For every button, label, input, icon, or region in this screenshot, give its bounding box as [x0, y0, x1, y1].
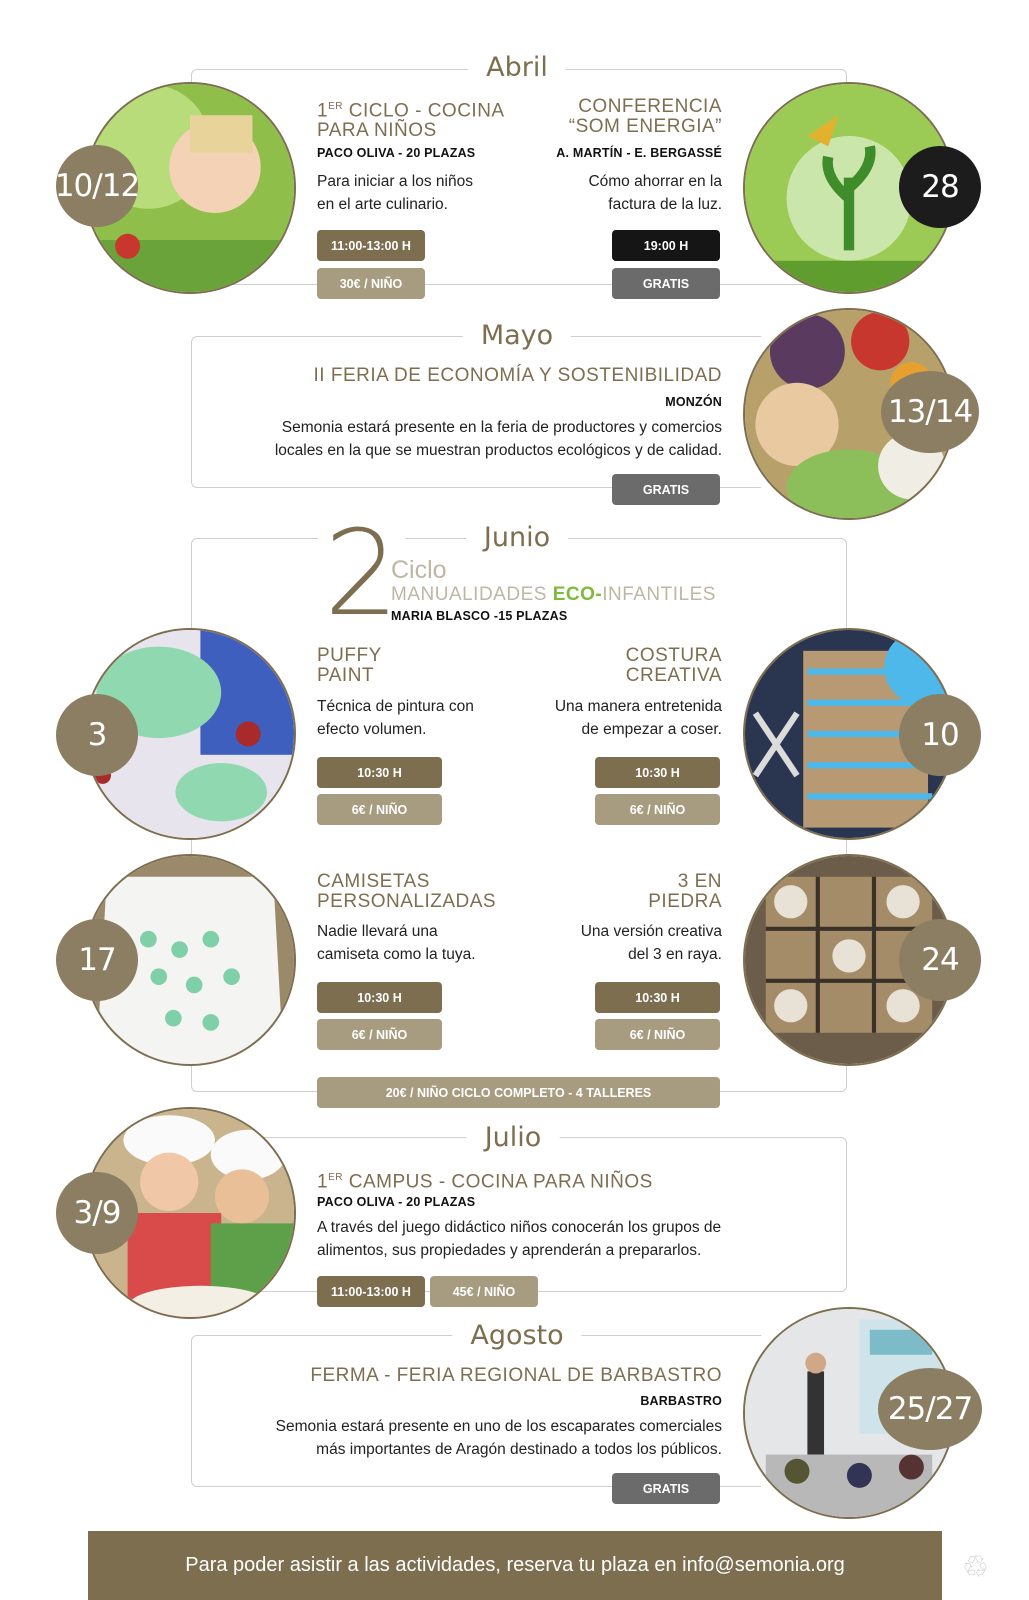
time-button[interactable]: 10:30 H	[317, 982, 442, 1013]
price-button[interactable]: 6€ / NIÑO	[595, 794, 720, 825]
title-superscript: ER	[328, 101, 343, 112]
cycle-title-post: INFANTILES	[602, 584, 716, 605]
event-instructor: PACO OLIVA - 20 PLAZAS	[317, 1195, 476, 1209]
workshop-title	[648, 872, 722, 912]
cycle-word: Ciclo	[391, 556, 447, 584]
title-text-line2: CREATIVA	[625, 665, 722, 686]
event-location: MONZÓN	[665, 395, 722, 409]
date-badge: 25/27	[878, 1368, 982, 1450]
date-badge: 3/9	[56, 1172, 138, 1254]
title-text: COSTURA	[625, 645, 722, 666]
desc-line: más importantes de Aragón destinado a todos los públicos.	[316, 1441, 722, 1458]
time-button[interactable]: 11:00-13:00 H	[317, 230, 425, 261]
title-text: CICLO - COCINA	[342, 100, 505, 122]
price-button[interactable]: 30€ / NIÑO	[317, 268, 425, 299]
event-description	[317, 170, 473, 216]
desc-line: Técnica de pintura con	[317, 698, 474, 715]
desc-line: en el arte culinario.	[317, 196, 448, 213]
desc-line: alimentos, sus propiedades y aprenderán a prepararlos.	[317, 1242, 702, 1259]
cycle-title-eco: ECO-	[552, 584, 603, 605]
recycle-icon: ♲	[962, 1551, 989, 1584]
desc-line: de empezar a coser.	[581, 721, 722, 738]
time-button[interactable]: 10:30 H	[595, 757, 720, 788]
month-mayo: Mayo	[463, 320, 571, 352]
workshop-description	[581, 920, 722, 966]
price-button[interactable]: 6€ / NIÑO	[317, 794, 442, 825]
title-text-line2: PIEDRA	[648, 891, 722, 912]
title-text: PUFFY	[317, 645, 382, 666]
title-text: CAMISETAS	[317, 871, 430, 892]
title-text-line2: PAINT	[317, 665, 375, 686]
event-instructor: PACO OLIVA - 20 PLAZAS	[317, 146, 476, 160]
time-button[interactable]: 19:00 H	[612, 230, 720, 261]
desc-line: Cómo ahorrar en la	[588, 173, 722, 190]
date-badge: 17	[56, 919, 138, 1001]
event-title	[569, 97, 722, 137]
event-description	[275, 416, 722, 462]
month-julio: Julio	[467, 1122, 560, 1154]
mayo-section	[191, 336, 761, 488]
desc-line: factura de la luz.	[608, 196, 722, 213]
date-badge: 3	[56, 694, 138, 776]
footer-banner	[88, 1531, 942, 1600]
time-button[interactable]: 11:00-13:00 H	[317, 1276, 425, 1307]
desc-line: Nadie llevará una	[317, 923, 438, 940]
desc-line: Semonia estará presente en la feria de productores y comercios	[281, 419, 722, 436]
workshop-title	[317, 872, 496, 912]
event-speakers: A. MARTÍN - E. BERGASSÉ	[556, 146, 722, 160]
desc-line: locales en la que se muestran productos ecológicos y de calidad.	[274, 442, 722, 459]
workshop-description	[317, 920, 476, 966]
date-badge: 10/12	[56, 145, 138, 227]
full-cycle-price-button[interactable]: 20€ / NIÑO CICLO COMPLETO - 4 TALLERES	[317, 1077, 720, 1108]
title-superscript: ER	[328, 1172, 343, 1183]
month-abril: Abril	[468, 52, 566, 84]
price-button[interactable]: 6€ / NIÑO	[317, 1019, 442, 1050]
workshop-description	[317, 695, 474, 741]
event-title	[317, 97, 505, 141]
price-button[interactable]: 45€ / NIÑO	[430, 1276, 538, 1307]
desc-line: Para iniciar a los niños	[317, 173, 473, 190]
month-agosto: Agosto	[452, 1320, 581, 1352]
title-text: 3 EN	[677, 871, 722, 892]
event-description	[317, 1216, 721, 1262]
title-text: CAMPUS - COCINA PARA NIÑOS	[342, 1171, 653, 1193]
price-button[interactable]: GRATIS	[612, 268, 720, 299]
cycle-instructor: MARIA BLASCO -15 PLAZAS	[391, 609, 568, 623]
title-number: 1	[317, 100, 329, 122]
month-junio: Junio	[466, 522, 568, 554]
event-title	[317, 1168, 653, 1192]
cycle-title	[391, 584, 716, 606]
title-text-line2: “SOM ENERGIA”	[568, 116, 722, 137]
date-badge: 24	[899, 919, 981, 1001]
event-title: II FERIA DE ECONOMÍA Y SOSTENIBILIDAD	[313, 365, 722, 386]
event-location: BARBASTRO	[640, 1394, 722, 1408]
price-button[interactable]: GRATIS	[612, 1473, 720, 1504]
title-text-line2: PARA NIÑOS	[317, 120, 437, 142]
date-badge: 13/14	[881, 371, 979, 453]
workshop-description	[555, 695, 722, 741]
price-button[interactable]: GRATIS	[612, 474, 720, 505]
event-description	[276, 1415, 722, 1461]
julio-section	[250, 1137, 847, 1292]
workshop-title	[626, 646, 722, 686]
desc-line: Semonia estará presente en uno de los escaparates comerciales	[275, 1418, 722, 1435]
title-text-line2: PERSONALIZADAS	[317, 891, 497, 912]
title-number: 1	[317, 1171, 329, 1193]
time-button[interactable]: 10:30 H	[595, 982, 720, 1013]
desc-line: Una versión creativa	[580, 923, 722, 940]
footer-text[interactable]: Para poder asistir a las actividades, reserva tu plaza en info@semonia.org	[185, 1554, 845, 1576]
workshop-title	[317, 646, 382, 686]
agosto-section	[191, 1335, 761, 1487]
title-text: CONFERENCIA	[578, 96, 722, 117]
date-badge: 10	[899, 694, 981, 776]
desc-line: camiseta como la tuya.	[317, 946, 476, 963]
event-title: FERMA - FERIA REGIONAL DE BARBASTRO	[310, 1365, 722, 1386]
date-badge: 28	[899, 146, 981, 228]
cycle-number: 2	[318, 508, 405, 638]
desc-line: Una manera entretenida	[554, 698, 722, 715]
desc-line: A través del juego didáctico niños conocerán los grupos de	[317, 1219, 722, 1236]
desc-line: efecto volumen.	[317, 721, 427, 738]
price-button[interactable]: 6€ / NIÑO	[595, 1019, 720, 1050]
cycle-title-pre: MANUALIDADES	[391, 584, 553, 605]
desc-line: del 3 en raya.	[628, 946, 722, 963]
event-description	[588, 170, 722, 216]
time-button[interactable]: 10:30 H	[317, 757, 442, 788]
